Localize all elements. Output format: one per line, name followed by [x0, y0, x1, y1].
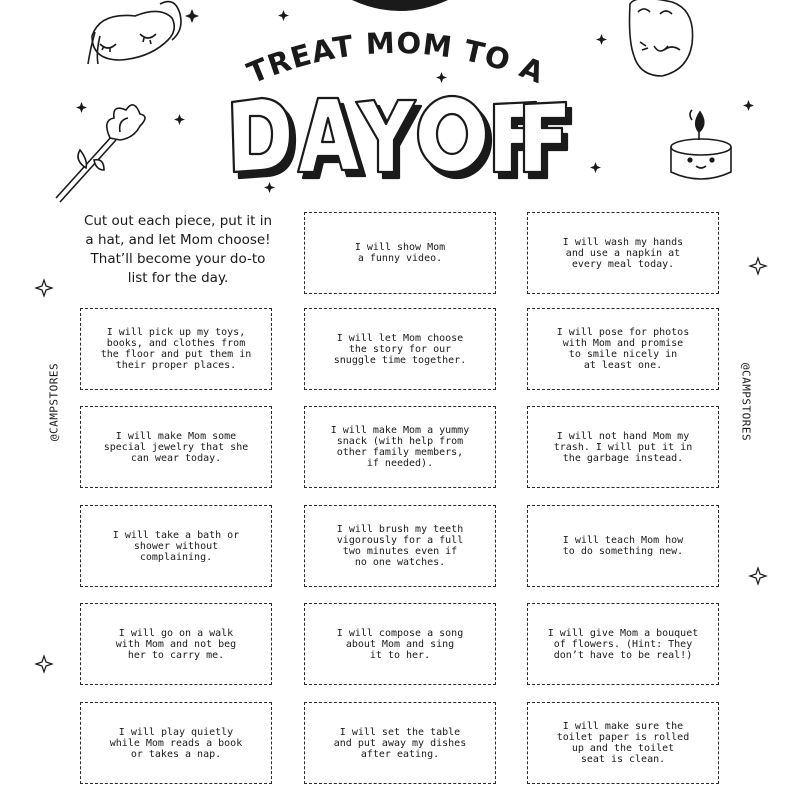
task-card[interactable] — [80, 505, 272, 587]
day-off-lettering — [232, 96, 571, 178]
task-card[interactable] — [527, 702, 719, 784]
candle-icon — [671, 110, 731, 179]
task-card[interactable] — [304, 702, 496, 784]
task-card-text: I will let Mom choose the story for our snuggle time together. — [333, 332, 467, 366]
task-card-text: I will pose for photos with Mom and promise to smile nicely in at least one. — [556, 327, 690, 371]
flower-icon — [56, 105, 145, 202]
task-card[interactable] — [80, 308, 272, 390]
task-card[interactable] — [527, 212, 719, 294]
task-card-text: I will make sure the toilet paper is rolled up and the toilet seat is clean. — [556, 721, 690, 765]
task-card-text: I will take a bath or shower without complaining. — [112, 529, 240, 563]
side-label-right: @CAMPSTORES — [739, 362, 753, 442]
task-card-text: I will go on a walk with Mom and not beg her to carry me. — [115, 627, 237, 661]
task-card-text: I will play quietly while Mom reads a book or takes a nap. — [109, 726, 243, 760]
task-card-text: I will set the table and put away my dishes after eating. — [333, 726, 467, 760]
task-card[interactable] — [527, 308, 719, 390]
task-card[interactable] — [304, 406, 496, 488]
task-card[interactable] — [527, 505, 719, 587]
task-card[interactable] — [527, 603, 719, 685]
task-card-text: I will give Mom a bouquet of flowers. (Hint: They don’t have to be real!) — [547, 627, 699, 661]
task-card[interactable] — [80, 603, 272, 685]
task-card[interactable] — [304, 603, 496, 685]
task-card-text: I will show Mom a funny video. — [354, 242, 446, 264]
task-card-text: I will brush my teeth vigorously for a full two minutes even if no one watches. — [336, 524, 464, 568]
task-card-text: I will make Mom a yummy snack (with help from other family members, if needed). — [330, 425, 470, 469]
title-arc — [0, 0, 800, 100]
intro-text: Cut out each piece, put it in a hat, and let Mom choose! That’ll become your do-to list for the day. — [83, 213, 273, 286]
side-label-left: @CAMPSTORES — [47, 362, 61, 442]
title-line1: TREAT MOM TO A — [242, 25, 550, 91]
task-card-text: I will teach Mom how to do something new. — [562, 535, 684, 557]
task-card[interactable] — [527, 406, 719, 488]
task-card-text: I will compose a song about Mom and sing it to her. — [336, 627, 464, 661]
task-card[interactable] — [304, 308, 496, 390]
task-card-text: I will wash my hands and use a napkin at every meal today. — [562, 236, 684, 270]
task-card-text: I will not hand Mom my trash. I will put it in the garbage instead. — [553, 430, 693, 464]
task-card[interactable] — [80, 702, 272, 784]
task-card[interactable] — [80, 406, 272, 488]
task-card-text: I will make Mom some special jewelry that she can wear today. — [103, 430, 249, 464]
task-card[interactable] — [304, 505, 496, 587]
task-card[interactable] — [304, 212, 496, 294]
task-card-text: I will pick up my toys, books, and clothes from the floor and put them in their proper places. — [100, 327, 252, 371]
